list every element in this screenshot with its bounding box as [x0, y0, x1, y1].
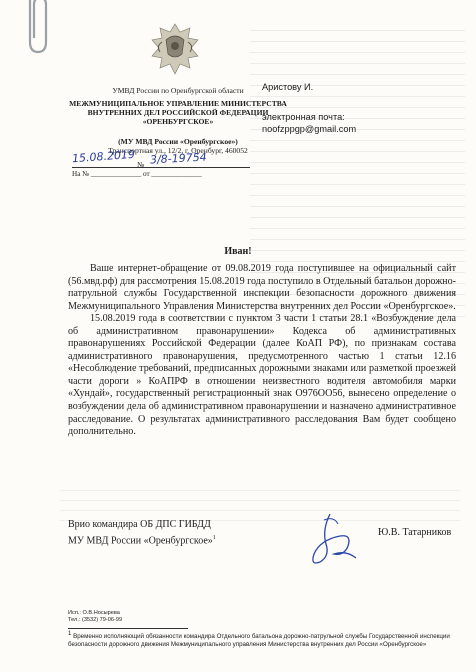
- handwritten-signature: [300, 510, 360, 570]
- handwritten-date: 15.08.2019: [71, 147, 136, 166]
- executor-name: Исп.: О.В.Носырева: [68, 610, 120, 616]
- footnote-rule: [68, 628, 188, 629]
- footnote-marker: 1: [68, 631, 72, 637]
- handwritten-number: 3/8-19754: [149, 150, 207, 167]
- date-number-rule: [72, 167, 250, 168]
- executor-info: [68, 610, 122, 624]
- org-top: УМВД России по Оренбургской области: [112, 86, 244, 95]
- paragraph-1: Ваше интернет-обращение от 09.08.2019 года поступившее на официальный сайт (56.мвд.рф) для рассмотрения 15.08.2019 года поступило в Отдельный батальон дорожно-патрульной службы Государственной инспекции безопасности дорожного движения Межмуниципального Управления Министерства внутренних дел России «Оренбургское».: [68, 263, 456, 312]
- footnote-ref: 1: [212, 534, 216, 541]
- footnote: [68, 630, 468, 649]
- position-line-2-text: МУ МВД России «Оренбургское»: [68, 534, 213, 546]
- greeting: Иван!: [224, 246, 252, 257]
- footnote-text: Временно исполняющий обязанности командира Отдельного батальона дорожно-патрульной службы Государственной инспекции безопасности дорожного движения Межмуниципального управления Министерства внутренних дел России «Оренбургское»: [68, 633, 450, 649]
- signatory-position: [68, 519, 216, 548]
- number-sign: №: [137, 160, 145, 169]
- org-short: (МУ МВД России «Оренбургское»): [118, 137, 238, 146]
- position-line-1: Врио командира ОБ ДПС ГИБДД: [68, 519, 211, 530]
- letter-body: [68, 263, 456, 439]
- executor-phone: Тел.: (3532) 79-06-99: [68, 617, 123, 623]
- org-name: МЕЖМУНИЦИПАЛЬНОЕ УПРАВЛЕНИЕ МИНИСТЕРСТВА ВНУТРЕННИХ ДЕЛ РОССИЙСКОЙ ФЕДЕРАЦИИ «ОРЕНБУРГСКОЕ»: [69, 99, 287, 126]
- org-address: Транспортная ул., 12/2, г. Оренбург, 460052: [108, 146, 248, 155]
- signatory-name: Ю.В. Татарников: [378, 527, 452, 538]
- email-address: noofzppgp@gmail.com: [262, 124, 357, 134]
- recipient-name: Аристову И.: [262, 82, 314, 92]
- paper-clip-icon: [18, 0, 58, 58]
- mvd-emblem-icon: [144, 18, 206, 80]
- paragraph-2: 15.08.2019 года в соответствии с пунктом 3 части 1 статьи 28.1 «Возбуждение дела об административном правонарушении» Кодекса об административных правонарушениях Российской Федерации (далее КоАП РФ), по признакам состава административного правонарушения, предусмотренного частью 1 статьи 12.16 «Несоблюдение требований, предписанных дорожными знаками или разметкой проезжей части дороги » КоАПРФ в отношении неизвестного водителя автомобиля марки «Хундай», государственный регистрационный знак О976ОО56, вынесено определение о возбуждении дела об административном правонарушении и назначено административное расследование. О результатах административного расследования Вам будет сообщено дополнительно.: [68, 313, 456, 438]
- reference-line: На № ______________ от ______________: [72, 170, 202, 178]
- position-line-2: [68, 532, 216, 548]
- email-label: электронная почта:: [262, 112, 345, 122]
